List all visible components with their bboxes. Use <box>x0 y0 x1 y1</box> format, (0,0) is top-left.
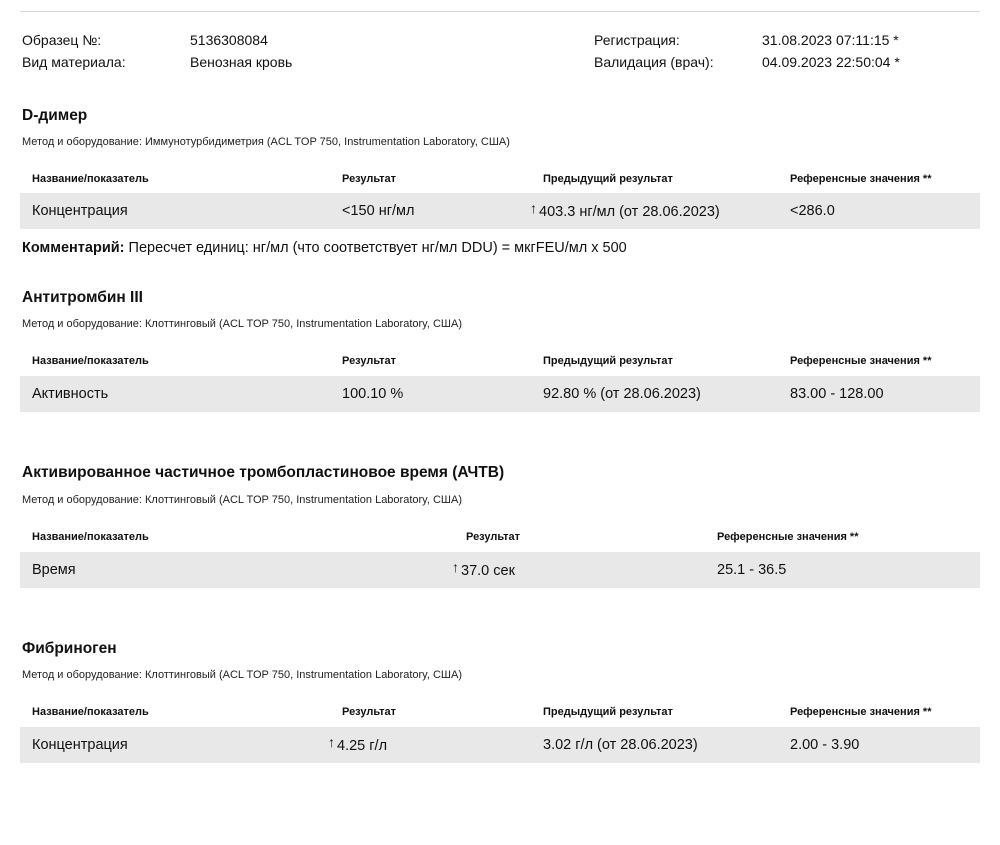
method-aptt: Метод и оборудование: Клоттинговый (ACL TOP 750, Instrumentation Laboratory, США) <box>22 494 462 506</box>
sample-number-value: 5136308084 <box>190 32 268 48</box>
row-previous: 3.02 г/л (от 28.06.2023) <box>543 737 698 753</box>
comment-text: Пересчет единиц: нг/мл (что соответствует нг/мл DDU) = мкгFEU/мл х 500 <box>128 240 627 256</box>
col-result-header: Результат <box>342 173 397 185</box>
method-antithrombin: Метод и оборудование: Клоттинговый (ACL TOP 750, Instrumentation Laboratory, США) <box>22 318 462 330</box>
row-previous <box>530 193 720 230</box>
registration-value: 31.08.2023 07:11:15 * <box>762 32 899 48</box>
row-result: 100.10 % <box>342 386 404 402</box>
col-previous-header: Предыдущий результат <box>543 706 673 718</box>
comment <box>22 240 627 256</box>
up-arrow-icon: ↑ <box>530 200 537 216</box>
col-reference-header: Референсные значения ** <box>717 531 859 543</box>
col-previous-header: Предыдущий результат <box>543 173 673 185</box>
col-name-header: Название/показатель <box>32 173 149 185</box>
row-result: <150 нг/мл <box>342 203 415 219</box>
section-title-antithrombin: Антитромбин III <box>22 289 143 306</box>
row-previous: 92.80 % (от 28.06.2023) <box>543 386 701 402</box>
table-row <box>20 193 980 229</box>
section-title-fibrinogen: Фибриноген <box>22 640 117 657</box>
top-divider <box>20 11 980 12</box>
row-reference: <286.0 <box>790 203 835 219</box>
col-result-header: Результат <box>342 706 397 718</box>
row-reference: 25.1 - 36.5 <box>717 562 787 578</box>
comment-label: Комментарий: <box>22 240 125 256</box>
row-reference: 83.00 - 128.00 <box>790 386 884 402</box>
col-result-header: Результат <box>466 531 521 543</box>
validation-label: Валидация (врач): <box>594 54 714 70</box>
method-d-dimer: Метод и оборудование: Иммунотурбидиметрия (ACL TOP 750, Instrumentation Laboratory, США) <box>22 136 510 148</box>
material-type-label: Вид материала: <box>22 54 126 70</box>
up-arrow-icon: ↑ <box>328 734 335 750</box>
row-name: Концентрация <box>32 203 128 219</box>
col-reference-header: Референсные значения ** <box>790 355 932 367</box>
row-previous-value: 403.3 нг/мл (от 28.06.2023) <box>539 204 720 220</box>
method-fibrinogen: Метод и оборудование: Клоттинговый (ACL TOP 750, Instrumentation Laboratory, США) <box>22 669 462 681</box>
col-previous-header: Предыдущий результат <box>543 355 673 367</box>
up-arrow-icon: ↑ <box>452 559 459 575</box>
col-name-header: Название/показатель <box>32 706 149 718</box>
section-title-aptt: Активированное частичное тромбопластиновое время (АЧТВ) <box>22 464 505 481</box>
col-reference-header: Референсные значения ** <box>790 173 932 185</box>
validation-value: 04.09.2023 22:50:04 * <box>762 54 900 70</box>
row-name: Активность <box>32 386 109 402</box>
row-result <box>452 552 515 589</box>
row-name: Концентрация <box>32 737 128 753</box>
material-type-value: Венозная кровь <box>190 54 293 70</box>
sample-number-label: Образец №: <box>22 32 102 48</box>
col-name-header: Название/показатель <box>32 531 149 543</box>
registration-label: Регистрация: <box>594 32 680 48</box>
row-result <box>328 727 387 764</box>
row-reference: 2.00 - 3.90 <box>790 737 860 753</box>
row-result-value: 4.25 г/л <box>337 738 388 754</box>
section-title-d-dimer: D-димер <box>22 107 88 124</box>
row-result-value: 37.0 сек <box>461 563 515 579</box>
col-result-header: Результат <box>342 355 397 367</box>
col-name-header: Название/показатель <box>32 355 149 367</box>
row-name: Время <box>32 562 76 578</box>
col-reference-header: Референсные значения ** <box>790 706 932 718</box>
